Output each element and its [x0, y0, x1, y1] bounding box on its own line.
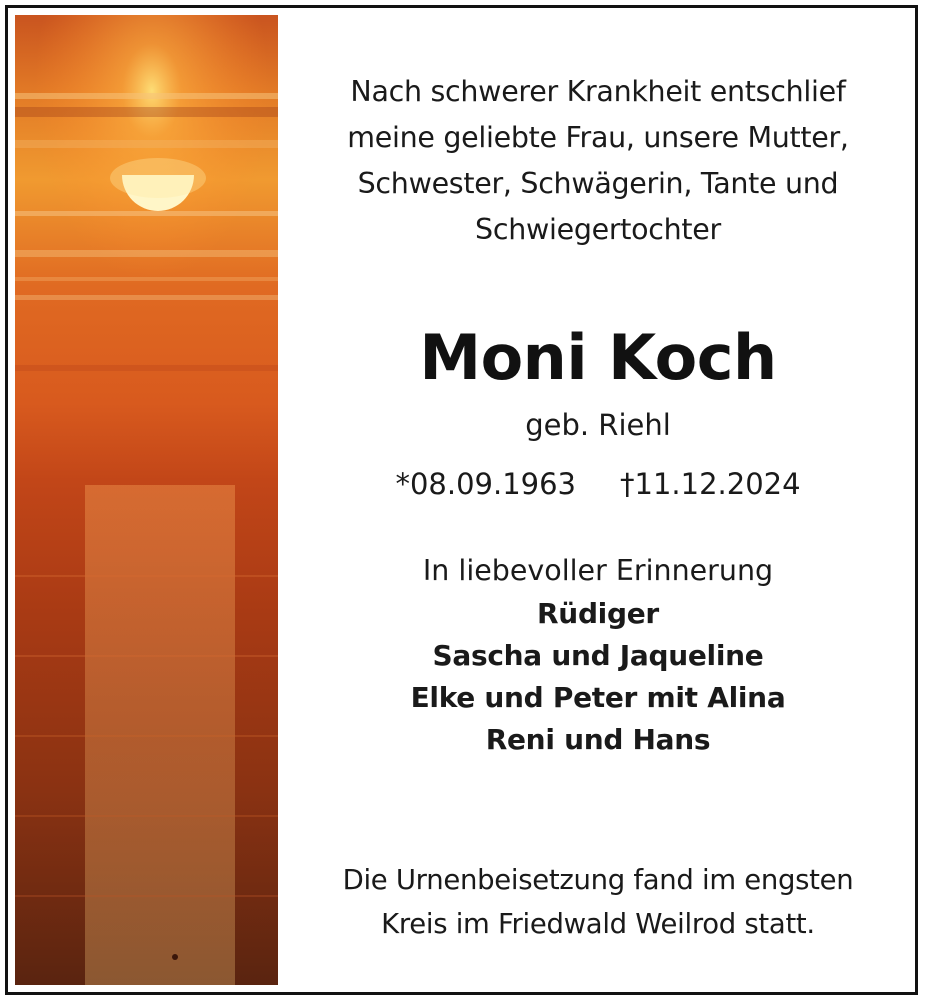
sunset-sea-photo: [15, 15, 278, 985]
mourner-name: Elke und Peter mit Alina: [410, 681, 786, 714]
intro-text: [284, 69, 912, 253]
burial-note: [284, 858, 912, 946]
obituary-notice: [5, 5, 918, 995]
deceased-name: Moni Koch: [419, 321, 777, 394]
burial-note-line: Kreis im Friedwald Weilrod statt.: [381, 908, 815, 940]
sunset-illustration: [15, 15, 278, 985]
intro-line: meine geliebte Frau, unsere Mutter,: [347, 121, 849, 154]
memory-line: In liebevoller Erinnerung: [422, 554, 774, 587]
death-date: †11.12.2024: [620, 467, 801, 501]
maiden-name: geb. Riehl: [525, 408, 671, 442]
burial-note-line: Die Urnenbeisetzung fand im engsten: [342, 864, 854, 896]
mourners-list: [284, 593, 912, 761]
mourner-name: Reni und Hans: [485, 723, 711, 756]
mourner-name: Sascha und Jaqueline: [432, 639, 764, 672]
notice-text: [284, 8, 912, 992]
life-dates: [284, 460, 912, 508]
intro-line: Nach schwerer Krankheit entschlief: [350, 75, 846, 108]
intro-line: Schwiegertochter: [475, 213, 721, 246]
intro-line: Schwester, Schwägerin, Tante und: [357, 167, 839, 200]
birth-date: *08.09.1963: [395, 467, 576, 501]
mourner-name: Rüdiger: [537, 597, 659, 630]
